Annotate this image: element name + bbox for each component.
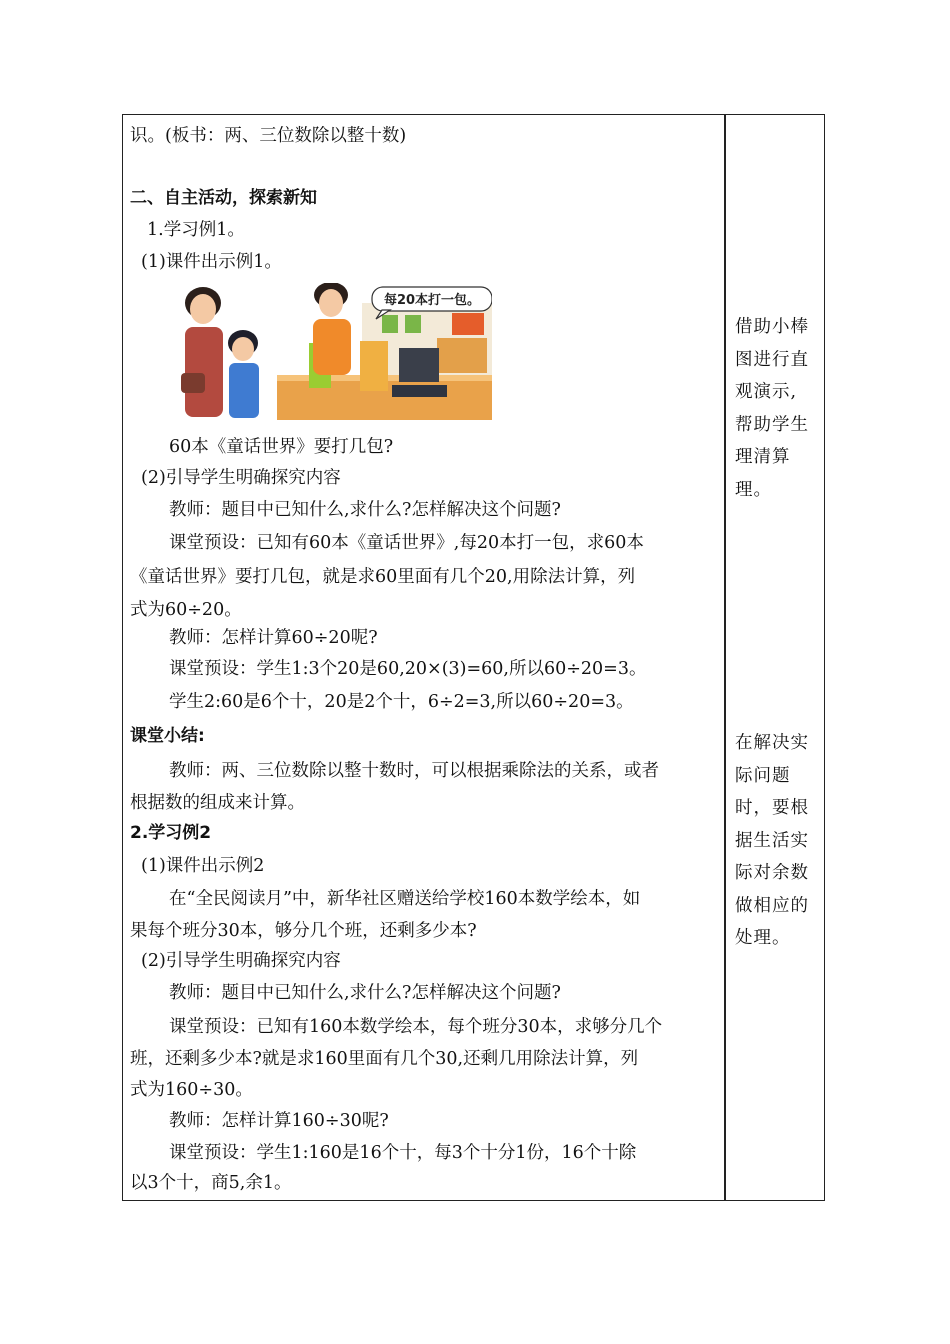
teacher-question: 教师：怎样计算160÷30呢? xyxy=(169,1111,389,1131)
example-1-heading: 1.学习例1。 xyxy=(147,220,245,240)
side-note-line: 图进行直 xyxy=(735,349,809,370)
example-1-question: 60本《童话世界》要打几包? xyxy=(169,437,394,457)
preset-answer-line: 式为160÷30。 xyxy=(130,1080,253,1100)
side-note-line: 在解决实 xyxy=(735,733,809,753)
board-note-line: 识。(板书：两、三位数除以整十数) xyxy=(130,126,407,146)
speech-bubble-text: 每20本打一包。 xyxy=(383,293,481,308)
preset-answer-line: 课堂预设：已知有160本数学绘本，每个班分30本，求够分几个 xyxy=(169,1017,663,1037)
student-1-answer: 课堂预设：学生1:3个20是60,20×(3)=60,所以60÷20=3。 xyxy=(169,659,647,679)
summary-line: 根据数的组成来计算。 xyxy=(130,793,305,813)
side-note-line: 时，要根 xyxy=(735,798,809,818)
student-1-answer: 以3个十，商5,余1。 xyxy=(130,1173,292,1193)
side-note-line: 处理。 xyxy=(735,928,791,948)
side-note-line: 据生活实 xyxy=(735,830,809,851)
step-show-example-1: (1)课件出示例1。 xyxy=(141,252,282,272)
column-divider xyxy=(724,114,726,1201)
summary-line: 教师：两、三位数除以整十数时，可以根据乘除法的关系，或者 xyxy=(169,761,659,781)
student-1-answer: 课堂预设：学生1:160是16个十，每3个十分1份，16个十除 xyxy=(169,1143,637,1163)
summary-heading: 课堂小结: xyxy=(130,726,205,746)
side-note-1 xyxy=(735,311,817,506)
step-show-example-2: (1)课件出示例2 xyxy=(141,856,265,876)
preset-answer-line: 班，还剩多少本?就是求160里面有几个30,还剩几用除法计算，列 xyxy=(130,1049,639,1069)
side-note-line: 做相应的 xyxy=(735,895,809,916)
step-guide-inquiry: (2)引导学生明确探究内容 xyxy=(141,468,341,488)
side-note-line: 际对余数 xyxy=(735,863,809,883)
preset-answer-line: 式为60÷20。 xyxy=(130,600,242,620)
teacher-question: 教师：题目中已知什么,求什么?怎样解决这个问题? xyxy=(169,500,561,520)
side-note-2 xyxy=(735,727,817,955)
example-2-problem-line: 在“全民阅读月”中，新华社区赠送给学校160本数学绘本，如 xyxy=(169,889,641,909)
preset-answer-line: 《童话世界》要打几包，就是求60里面有几个20,用除法计算，列 xyxy=(130,567,636,587)
side-note-line: 帮助学生 xyxy=(735,414,809,435)
example-2-heading: 2.学习例2 xyxy=(130,823,212,843)
example-2-problem-line: 果每个班分30本，够分几个班，还剩多少本? xyxy=(130,921,477,941)
side-note-line: 理清算 xyxy=(735,447,791,467)
side-note-line: 观演示, xyxy=(735,382,798,402)
section-heading: 二、自主活动，探索新知 xyxy=(130,188,317,208)
side-note-line: 借助小棒 xyxy=(735,317,809,337)
teacher-question: 教师：题目中已知什么,求什么?怎样解决这个问题? xyxy=(169,983,561,1003)
example-1-illustration xyxy=(177,283,492,420)
side-note-line: 理。 xyxy=(735,479,772,500)
student-2-answer: 学生2:60是6个十，20是2个十，6÷2=3,所以60÷20=3。 xyxy=(169,692,634,712)
step-guide-inquiry: (2)引导学生明确探究内容 xyxy=(141,951,341,971)
teacher-question: 教师：怎样计算60÷20呢? xyxy=(169,628,378,648)
preset-answer-line: 课堂预设：已知有60本《童话世界》,每20本打一包，求60本 xyxy=(169,533,644,553)
side-note-line: 际问题 xyxy=(735,765,791,786)
